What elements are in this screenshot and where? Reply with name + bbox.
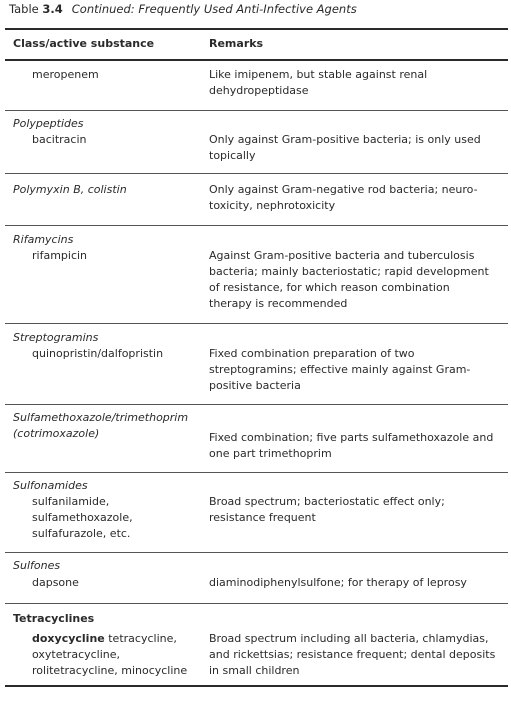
- column-header-class: Class/active substance: [13, 37, 155, 50]
- table-title: Continued: Frequently Used Anti-Infective Agents: [71, 2, 357, 16]
- remarks-polypeptides: Only against Gram-positive bacteria; is only used topically: [209, 133, 481, 162]
- substance-rifampicin: rifampicin: [32, 249, 88, 262]
- bottom-rule: [5, 685, 508, 687]
- remarks-sulfonamides: Broad spectrum; bacteriostatic effect only; resistance frequent: [209, 495, 445, 524]
- row-divider: [5, 603, 508, 604]
- remarks-meropenem: Like imipenem, but stable against renal dehydropeptidase: [209, 68, 428, 97]
- substances-tetracyclines: doxycycline tetracycline, oxytetracycline, rolitetracycline, minocycline: [32, 632, 188, 677]
- remarks-polymyxin: Only against Gram-negative rod bacteria; neuro- toxicity, nephrotoxicity: [209, 183, 478, 212]
- substance-doxycycline: doxycycline: [32, 632, 105, 645]
- table-label: Table 3.4: [9, 2, 63, 16]
- row-divider: [5, 110, 508, 111]
- remarks-tetracyclines: Broad spectrum including all bacteria, chlamydias, and rickettsias; resistance frequent; dental deposits in small children: [209, 632, 496, 677]
- class-polypeptides: Polypeptides: [13, 117, 84, 130]
- class-sulfonamides: Sulfonamides: [13, 479, 88, 492]
- substance-dapsone: dapsone: [32, 576, 79, 589]
- column-header-remarks: Remarks: [209, 37, 264, 50]
- row-divider: [5, 472, 508, 473]
- row-divider: [5, 225, 508, 226]
- table-caption: [9, 2, 357, 17]
- remarks-sulfones: diaminodiphenylsulfone; for therapy of leprosy: [209, 576, 467, 589]
- row-divider: [5, 404, 508, 405]
- substance-meropenem: meropenem: [32, 68, 99, 81]
- substance-quinopristin: quinopristin/dalfopristin: [32, 347, 164, 360]
- top-rule: [5, 28, 508, 30]
- class-rifamycins: Rifamycins: [13, 233, 74, 246]
- class-cotrimoxazole: Sulfamethoxazole/trimethoprim (cotrimoxazole): [13, 411, 189, 440]
- remarks-rifamycins: Against Gram-positive bacteria and tuberculosis bacteria; mainly bacteriostatic; rapid development of resistance, for which reason combination therapy is recommended: [209, 249, 489, 310]
- substances-sulfonamides: sulfanilamide, sulfamethoxazole, sulfafurazole, etc.: [32, 495, 133, 540]
- row-divider: [5, 323, 508, 324]
- class-streptogramins: Streptogramins: [13, 331, 99, 344]
- class-sulfones: Sulfones: [13, 559, 61, 572]
- row-divider: [5, 173, 508, 174]
- remarks-streptogramins: Fixed combination preparation of two streptogramins; effective mainly against Gram- positive bacteria: [209, 347, 471, 392]
- class-tetracyclines: Tetracyclines: [13, 612, 95, 625]
- row-divider: [5, 552, 508, 553]
- substance-bacitracin: bacitracin: [32, 133, 87, 146]
- class-polymyxin: Polymyxin B, colistin: [13, 183, 127, 196]
- remarks-cotrimoxazole: Fixed combination; five parts sulfamethoxazole and one part trimethoprim: [209, 431, 494, 460]
- header-rule: [5, 59, 508, 61]
